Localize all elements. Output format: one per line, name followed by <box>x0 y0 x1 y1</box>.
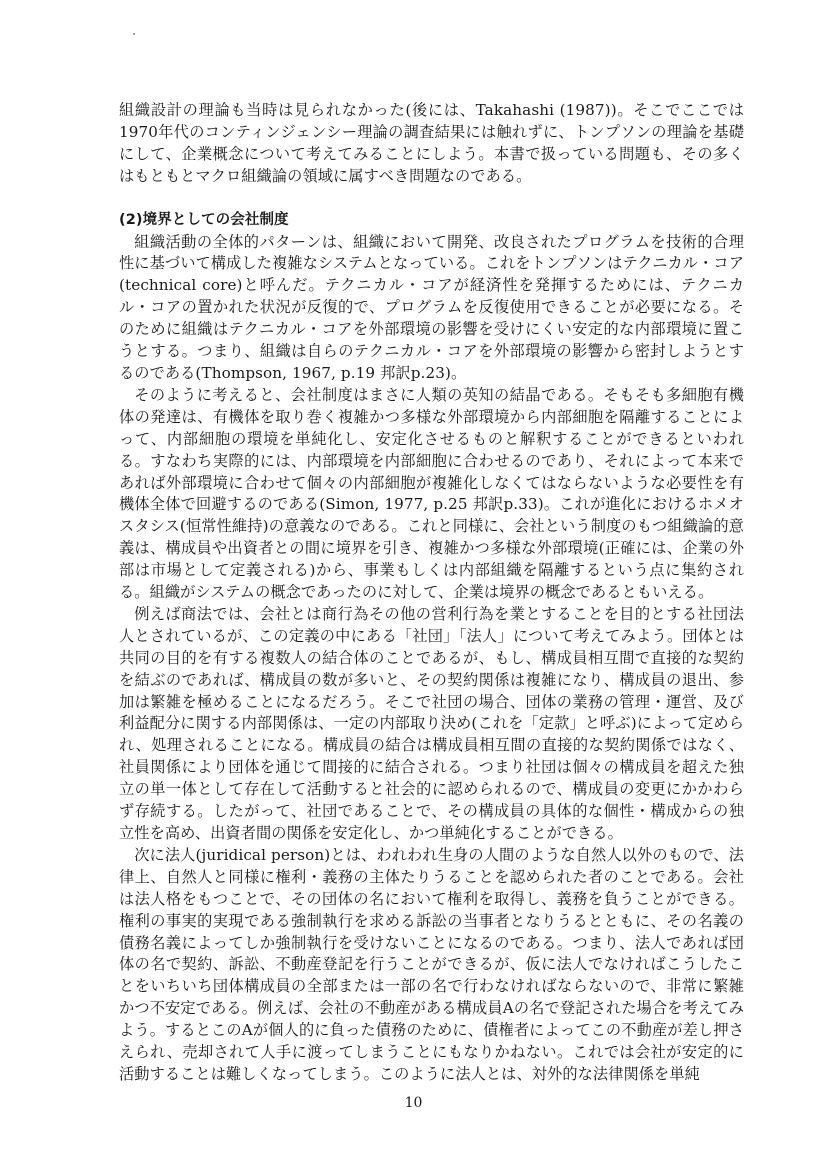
section-heading: (2)境界としての会社制度 <box>119 211 289 228</box>
paragraph-commercial-law: 例えば商法では、会社とは商行為その他の営利行為を業とすることを目的とする社団法人とされているが、この定義の中にある「社団」「法人」について考えてみよう。団体とは共同の目的を有する複数人の結合体のことであるが、もし、構成員相互間で直接的な契約を結ぶのであれば、構成員の数が多いと、その契約関係は複雑になり、構成員の退出、参加は繁雑を極めることになるだろう。そこで社団の場合、団体の業務の管理・運営、及び利益配分に関する内部関係は、一定の内部取り決め(これを「定款」と呼ぶ)によって定められ、処理されることになる。構成員の結合は構成員相互間の直接的な契約関係ではなく、社員関係により団体を通じて間接的に結合される。つまり社団は個々の構成員を超えた独立の単一体として存在して活動すると社会的に認められるので、構成員の変更にかかわらず存続する。したがって、社団であることで、その構成員の具体的な個性・構成からの独立性を高め、出資者間の関係を安定化し、かつ単純化することができる。 <box>119 604 744 842</box>
scan-speck <box>133 33 135 35</box>
paragraph-company-system: そのように考えると、会社制度はまさに人類の英知の結晶である。そもそも多細胞有機体の発達は、有機体を取り巻く複雑かつ多様な外部環境から内部細胞を隔離することによって、内部細胞の環境を単純化し、安定化させるものと解釈することができるといわれる。すなわち実際的には、内部環境を内部細胞に合わせるのであり、それによって本来であれば外部環境に合わせて個々の内部細胞が複雑化しなくてはならないような必要性を有機体全体で回避するのである(Simon, 1977, p.25 邦訳p.33)。これが進化におけるホメオスタシス(恒常性維持)の意義なのである。これと同様に、会社という制度のもつ組織論的意義は、構成員や出資者との間に境界を引き、複雑かつ多様な外部環境(正確には、企業の外部は市場として定義される)から、事業もしくは内部組織を隔離するという点に集約される。組織がシステムの概念であったのに対して、企業は境界の概念であるともいえる。 <box>119 385 744 602</box>
paragraph-technical-core: 組織活動の全体的パターンは、組織において開発、改良されたプログラムを技術的合理性に基づいて構成した複雑なシステムとなっている。これをトンプソンはテクニカル・コア(technical core)と呼んだ。テクニカル・コアが経済性を発揮するためには、テクニカル・コアの置かれた状況が反復的で、プログラムを反復使用できることが必要になる。そのために組織はテクニカル・コアを外部環境の影響を受けにくい安定的な内部環境に置こうとする。つまり、組織は自らのテクニカル・コアを外部環境の影響から密封しようとするのである(Thompson, 1967, p.19 邦訳p.23)。 <box>119 232 744 382</box>
body-text <box>119 100 744 1086</box>
intro-paragraph: 組織設計の理論も当時は見られなかった(後には、Takahashi (1987))。そこでここでは1970年代のコンティンジェンシー理論の調査結果には触れずに、トンプソンの理論を基礎にして、企業概念について考えてみることにしよう。本書で扱っている問題も、その多くはもともとマクロ組織論の領域に属すべき問題なのである。 <box>119 101 744 185</box>
page-number: 10 <box>404 1095 423 1111</box>
paragraph-juridical-person: 次に法人(juridical person)とは、われわれ生身の人間のような自然人以外のもので、法律上、自然人と同様に権利・義務の主体たりうることを認められた者のことである。会社は法人格をもつことで、その団体の名において権利を取得し、義務を負うことができる。権利の事実的実現である強制執行を求める訴訟の当事者となりうるとともに、その名義の債務名義によってしか強制執行を受けないことになるのである。つまり、法人であれば団体の名で契約、訴訟、不動産登記を行うことができるが、仮に法人でなければこうしたことをいちいち団体構成員の全部または一部の名で行わなければならないので、非常に繁雑かつ不安定である。例えば、会社の不動産がある構成員Aの名で登記された場合を考えてみよう。するとこのAが個人的に負った債務のために、債権者によってこの不動産が差し押さえられ、売却されて人手に渡ってしまうことにもなりかねない。これでは会社が安定的に活動することは難しくなってしまう。このように法人とは、対外的な法律関係を単純 <box>119 845 744 1083</box>
